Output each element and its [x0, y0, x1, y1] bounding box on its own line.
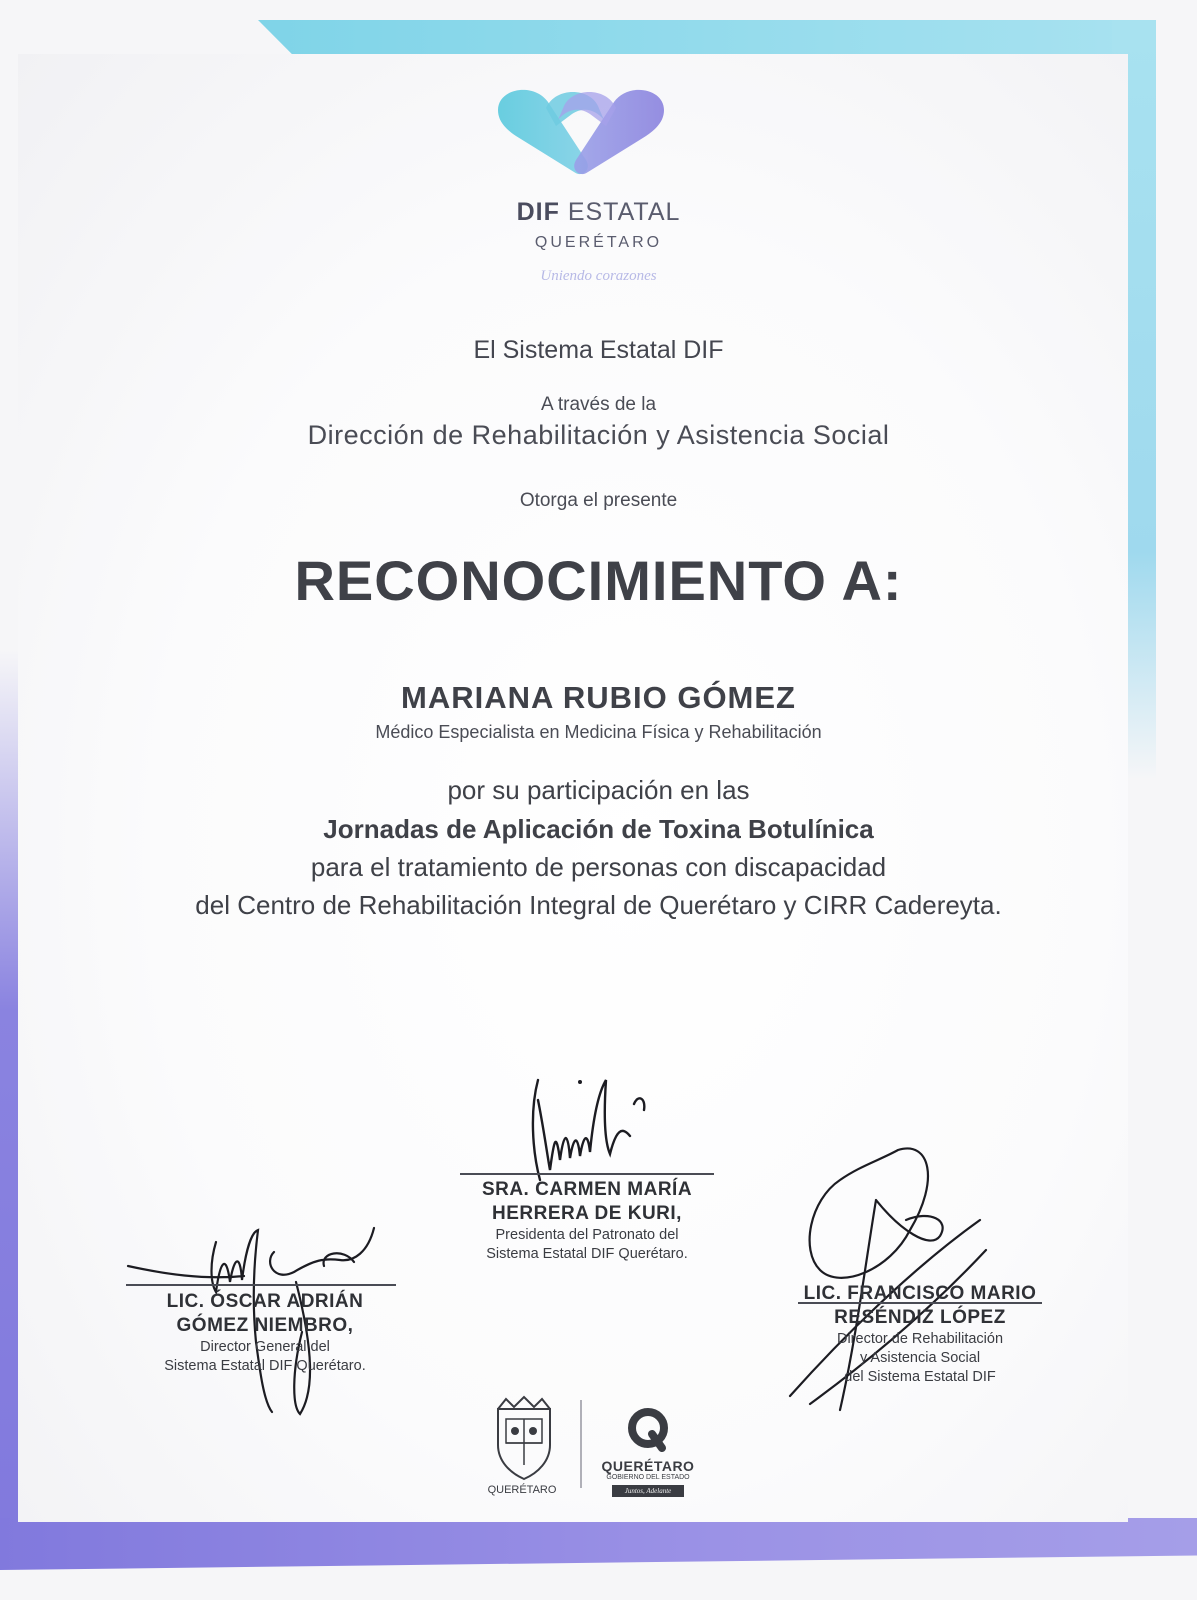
signatory-left-name-2: GÓMEZ NIEMBRO, [176, 1315, 354, 1336]
dif-brand-bold: DIF [516, 198, 560, 226]
footer-logo-divider [580, 1400, 582, 1488]
body-line-3: para el tratamiento de personas con discapacidad [310, 852, 887, 882]
signatory-center-name-2: HERRERA DE KURI, [492, 1203, 682, 1224]
queretaro-logo-name: QUERÉTARO [601, 1458, 695, 1474]
dif-brand-city: QUERÉTARO [534, 234, 663, 251]
recipient-name: MARIANA RUBIO GÓMEZ [401, 680, 796, 715]
department-line: Dirección de Rehabilitación y Asistencia Social [307, 420, 890, 450]
frame-bottom-band [0, 1518, 1197, 1570]
recipient-position: Médico Especialista en Medicina Física y Rehabilitación [375, 722, 822, 742]
grants-line: Otorga el presente [519, 490, 678, 511]
dif-brand-name [0, 198, 1197, 227]
queretaro-logo-tag: Juntos, Adelante [612, 1485, 684, 1497]
signatory-right-role-2: y Asistencia Social [859, 1350, 981, 1366]
dif-slogan: Uniendo corazones [540, 268, 657, 284]
certificate-title: RECONOCIMIENTO A: [294, 549, 903, 612]
government-logo-caption: QUERÉTARO [487, 1484, 557, 1496]
signatory-right-role-1: Director de Rehabilitación [836, 1331, 1004, 1347]
signature-center-icon [520, 1070, 660, 1190]
state-coat-of-arms-icon [488, 1395, 560, 1483]
frame-top-band [258, 20, 1153, 56]
signatory-center-name-1: SRA. CARMEN MARÍA [481, 1179, 693, 1200]
body-line-2: Jornadas de Aplicación de Toxina Botulínica [323, 814, 874, 844]
signatory-center [430, 1178, 744, 1264]
queretaro-q-logo-icon [626, 1408, 670, 1452]
signatory-left-role-2: Sistema Estatal DIF Querétaro. [164, 1358, 366, 1374]
signature-line-center [460, 1173, 714, 1175]
body-line-4: del Centro de Rehabilitación Integral de Querétaro y CIRR Cadereyta. [195, 890, 1002, 920]
signatory-right [782, 1282, 1058, 1387]
signatory-left-role-1: Director General del [200, 1339, 330, 1355]
signatory-left [120, 1290, 410, 1376]
through-line: A través de la [540, 394, 657, 415]
signatory-right-name-1: LIC. FRANCISCO MARIO [803, 1283, 1037, 1304]
signatory-center-role-2: Sistema Estatal DIF Querétaro. [486, 1246, 688, 1262]
signatory-left-name-1: LIC. ÓSCAR ADRIÁN [166, 1291, 364, 1312]
body-line-1: por su participación en las [447, 775, 750, 805]
signature-line-left [126, 1284, 396, 1286]
dif-brand-rest: ESTATAL [567, 198, 681, 226]
signatory-right-name-2: RESÉNDIZ LÓPEZ [834, 1307, 1006, 1328]
queretaro-logo-sub: GOBIERNO DEL ESTADO [606, 1474, 690, 1481]
signatory-right-role-3: del Sistema Estatal DIF [844, 1369, 996, 1385]
dif-hearts-logo-icon [486, 80, 676, 180]
issuer-line: El Sistema Estatal DIF [473, 336, 724, 364]
signatory-center-role-1: Presidenta del Patronato del [495, 1227, 679, 1243]
